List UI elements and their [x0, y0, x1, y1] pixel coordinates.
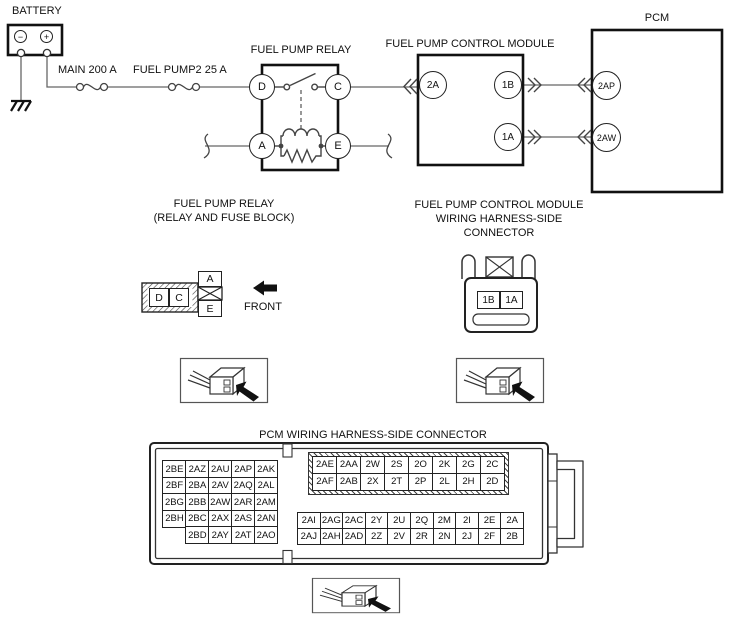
pin-cell-2T: 2T: [384, 473, 409, 491]
fpcm-connector-caption-line1: FUEL PUMP CONTROL MODULE: [414, 199, 584, 211]
fpcm-terminal-1b: 1B: [494, 71, 522, 99]
fuse-fuelpump2-label: FUEL PUMP2 25 A: [133, 64, 227, 76]
battery-minus-terminal: −: [14, 30, 27, 43]
pin-cell-2AQ: 2AQ: [231, 477, 255, 495]
pin-cell-2I: 2I: [455, 512, 479, 529]
pin-row: [163, 527, 278, 544]
pin-cell-2BG: 2BG: [162, 493, 186, 511]
fpcm-connector-caption: [399, 198, 599, 240]
pin-row: [163, 461, 278, 478]
relay-connector-cell-d: D: [149, 288, 169, 307]
pin-cell-2BB: 2BB: [185, 493, 209, 511]
pin-cell-2AG: 2AG: [320, 512, 344, 529]
fpcm-terminal-2a: 2A: [419, 71, 447, 99]
pin-cell-2AA: 2AA: [336, 456, 361, 474]
pin-cell-2E: 2E: [478, 512, 502, 529]
pin-cell-2J: 2J: [455, 528, 479, 545]
pin-cell-2K: 2K: [432, 456, 457, 474]
pin-cell-2AF: 2AF: [312, 473, 337, 491]
connector-view-icon: [181, 359, 268, 403]
fpcm-connector-caption-line2: WIRING HARNESS-SIDE: [435, 213, 563, 225]
pin-row: [298, 529, 524, 545]
relay-terminal-a: A: [249, 133, 275, 159]
fpcm-title: FUEL PUMP CONTROL MODULE: [385, 38, 555, 50]
pin-cell-2AB: 2AB: [336, 473, 361, 491]
pin-row: [163, 494, 278, 511]
pcm-terminal-2aw: 2AW: [592, 123, 621, 152]
pin-cell-2BE: 2BE: [162, 460, 186, 478]
pcm-connector-right-top-grid: [313, 457, 504, 491]
pin-cell-2AW: 2AW: [208, 493, 232, 511]
pin-cell-2P: 2P: [408, 473, 433, 491]
fpcm-connector-cell-1b: 1B: [477, 291, 500, 309]
relay-connector-cell-a: A: [198, 271, 222, 287]
pin-cell-2L: 2L: [432, 473, 457, 491]
pin-cell-2AM: 2AM: [254, 493, 278, 511]
pin-cell-2AP: 2AP: [231, 460, 255, 478]
pin-cell-2D: 2D: [480, 473, 505, 491]
pin-cell-2R: 2R: [410, 528, 434, 545]
fpcm-connector-cell-1a: 1A: [500, 291, 523, 309]
pin-cell-2S: 2S: [384, 456, 409, 474]
pcm-terminal-2ap: 2AP: [592, 71, 621, 100]
relay-coil: [275, 129, 325, 162]
connector-view-icon: [313, 578, 400, 612]
relay-terminal-e: E: [325, 133, 351, 159]
fuse-fuelpump2-25a-icon: [169, 84, 200, 91]
pin-row: [163, 511, 278, 528]
pin-cell-2F: 2F: [478, 528, 502, 545]
pin-cell-2BH: 2BH: [162, 510, 186, 528]
fuse-main-label: MAIN 200 A: [58, 64, 117, 76]
pin-cell-2X: 2X: [360, 473, 385, 491]
relay-title: FUEL PUMP RELAY: [250, 44, 352, 56]
pin-cell-2Q: 2Q: [410, 512, 434, 529]
fpcm-connector-caption-line3: CONNECTOR: [463, 227, 535, 239]
pcm-connector-left-grid: [163, 461, 278, 544]
pin-cell-2Z: 2Z: [365, 528, 389, 545]
pin-cell-2BC: 2BC: [185, 510, 209, 528]
pin-cell-2AZ: 2AZ: [185, 460, 209, 478]
pin-cell-2AX: 2AX: [208, 510, 232, 528]
pin-cell-2A: 2A: [500, 512, 524, 529]
pin-cell-2AC: 2AC: [342, 512, 366, 529]
pin-cell-2B: 2B: [500, 528, 524, 545]
pin-cell-2Y: 2Y: [365, 512, 389, 529]
pcm-connector-right-bottom-grid: [298, 513, 524, 544]
relay-connector-caption-line1: FUEL PUMP RELAY: [173, 198, 275, 210]
pin-cell-2AO: 2AO: [254, 526, 278, 544]
pcm-connector-right-top-band: [308, 452, 509, 496]
pin-cell-2G: 2G: [456, 456, 481, 474]
relay-connector-cell-e: E: [198, 300, 222, 317]
battery-label: BATTERY: [12, 5, 62, 17]
front-label: FRONT: [244, 301, 282, 313]
pin-cell-2C: 2C: [480, 456, 505, 474]
pin-cell-2U: 2U: [387, 512, 411, 529]
pin-cell-2H: 2H: [456, 473, 481, 491]
pin-row: [313, 457, 504, 474]
pcm-title: PCM: [644, 12, 670, 24]
pin-cell-2AS: 2AS: [231, 510, 255, 528]
relay-connector-caption-line2: (RELAY AND FUSE BLOCK): [153, 212, 295, 224]
fuse-main-200a-icon: [77, 84, 108, 91]
connector-view-icon: [457, 359, 544, 403]
pin-cell-2AD: 2AD: [342, 528, 366, 545]
pin-cell-2AV: 2AV: [208, 477, 232, 495]
pin-cell-2AY: 2AY: [208, 526, 232, 544]
pin-cell-2BA: 2BA: [185, 477, 209, 495]
fpcm-terminal-1a: 1A: [494, 123, 522, 151]
pcm-box: [592, 30, 722, 192]
pin-row: [298, 513, 524, 529]
ground-icon: [11, 101, 31, 111]
pcm-connector-title: PCM WIRING HARNESS-SIDE CONNECTOR: [259, 429, 487, 441]
relay-terminal-d: D: [249, 74, 275, 100]
pin-cell-2AK: 2AK: [254, 460, 278, 478]
pin-cell-2AH: 2AH: [320, 528, 344, 545]
relay-connector-caption: [124, 197, 324, 225]
pin-cell-2M: 2M: [433, 512, 457, 529]
relay-terminal-c: C: [325, 74, 351, 100]
pin-cell-2AE: 2AE: [312, 456, 337, 474]
pin-row: [163, 478, 278, 495]
pin-cell-2AI: 2AI: [297, 512, 321, 529]
pin-cell-2V: 2V: [387, 528, 411, 545]
pin-cell-2AN: 2AN: [254, 510, 278, 528]
pin-cell-2N: 2N: [433, 528, 457, 545]
pin-row: [313, 473, 504, 490]
pin-cell-2AR: 2AR: [231, 493, 255, 511]
pin-cell-2AU: 2AU: [208, 460, 232, 478]
pin-cell-2AL: 2AL: [254, 477, 278, 495]
pin-cell-2W: 2W: [360, 456, 385, 474]
pin-cell-2BF: 2BF: [162, 477, 186, 495]
relay-connector-cell-c: C: [169, 288, 189, 307]
battery-plus-terminal: +: [40, 30, 53, 43]
pin-cell-2AJ: 2AJ: [297, 528, 321, 545]
pin-cell-2AT: 2AT: [231, 526, 255, 544]
front-arrow-icon: [253, 281, 277, 296]
pin-cell-2BD: 2BD: [185, 526, 209, 544]
relay-switch: [275, 74, 325, 131]
pin-cell-2O: 2O: [408, 456, 433, 474]
